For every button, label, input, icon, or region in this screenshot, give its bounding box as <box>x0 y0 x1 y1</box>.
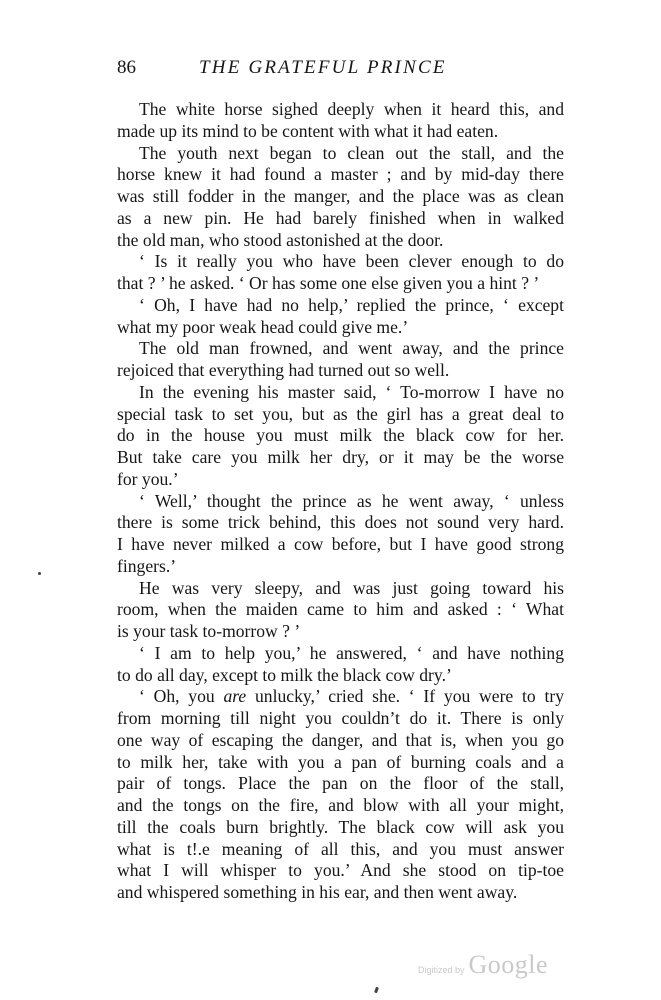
text-line: to milk her, take with you a pan of burning coals and a <box>117 751 564 772</box>
body-text <box>117 99 564 904</box>
google-logo: Google <box>468 950 549 979</box>
text-line: the old man, who stood astonished at the door. <box>117 229 444 250</box>
paragraph <box>117 491 564 578</box>
text-line: what my poor weak head could give me.’ <box>117 316 409 337</box>
text-line: room, when the maiden came to him and asked : ‘ What <box>117 599 564 620</box>
text-line: ‘ Oh, I have had no help,’ replied the prince, ‘ except <box>139 294 564 315</box>
text-line: and the tongs on the fire, and blow with all your might, <box>117 795 564 815</box>
digitized-watermark <box>418 950 548 980</box>
paragraph <box>117 251 564 295</box>
text-line: is your task to-morrow ? ’ <box>117 621 301 641</box>
text-line: pair of tongs. Place the pan on the floor of the stall, <box>117 773 564 794</box>
text-line: there is some trick behind, this does not sound very hard. <box>117 512 564 533</box>
paragraph <box>117 643 564 687</box>
text-line: The youth next began to clean out the stall, and the <box>139 142 564 163</box>
paragraph <box>117 578 564 643</box>
paragraph <box>117 686 564 904</box>
text-line: made up its mind to be content with what it had eaten. <box>117 120 499 141</box>
paragraph <box>117 99 564 143</box>
text-line: as a new pin. He had barely finished when in walked <box>117 207 564 228</box>
page-header <box>117 57 562 83</box>
text-line: till the coals burn brightly. The black cow will ask you <box>117 816 564 837</box>
text-line: for you.’ <box>117 468 179 489</box>
text-line: what is t!.e meaning of all this, and you must answer <box>117 838 564 859</box>
text-line: He was very sleepy, and was just going toward his <box>139 577 564 598</box>
text-line: The white horse sighed deeply when it heard this, and <box>139 99 564 119</box>
ink-speck <box>374 987 379 994</box>
paragraph <box>117 338 564 382</box>
text-line: ‘ Well,’ thought the prince as he went away, ‘ unless <box>139 490 564 511</box>
text-line: one way of escaping the danger, and that is, when you go <box>117 729 564 750</box>
ink-speck <box>38 572 41 575</box>
text-line: what I will whisper to you.’ And she stood on tip-toe <box>117 860 564 881</box>
text-line: ‘ Oh, you are unlucky,’ cried she. ‘ If you were to try <box>139 686 564 707</box>
text-line: and whispered something in his ear, and then went away. <box>117 882 518 902</box>
paragraph <box>117 143 564 252</box>
text-line: was still fodder in the manger, and the place was as clean <box>117 186 564 206</box>
text-line: ‘ Is it really you who have been clever enough to do <box>139 251 564 272</box>
text-line: that ? ’ he asked. ‘ Or has some one else given you a hint ? ’ <box>117 273 540 293</box>
page-number: 86 <box>117 57 136 78</box>
text-line: But take care you milk her dry, or it may be the worse <box>117 447 564 467</box>
text-line: fingers.’ <box>117 555 177 576</box>
text-line: to do all day, except to milk the black cow dry.’ <box>117 664 452 685</box>
text-line: do in the house you must milk the black cow for her. <box>117 425 564 446</box>
watermark-prefix: Digitized by <box>418 965 465 975</box>
paragraph <box>117 382 564 491</box>
running-title: THE GRATEFUL PRINCE <box>199 57 447 78</box>
text-line: from morning till night you couldn’t do it. There is only <box>117 708 564 728</box>
text-line: special task to set you, but as the girl has a great deal to <box>117 403 564 424</box>
text-line: The old man frowned, and went away, and the prince <box>139 338 564 359</box>
text-line: horse knew it had found a master ; and by mid-day there <box>117 164 564 185</box>
text-line: rejoiced that everything had turned out so well. <box>117 360 450 380</box>
text-line: In the evening his master said, ‘ To-morrow I have no <box>139 381 564 402</box>
text-line: I have never milked a cow before, but I have good strong <box>117 534 564 554</box>
text-line: ‘ I am to help you,’ he answered, ‘ and have nothing <box>139 642 564 663</box>
paragraph <box>117 295 564 339</box>
